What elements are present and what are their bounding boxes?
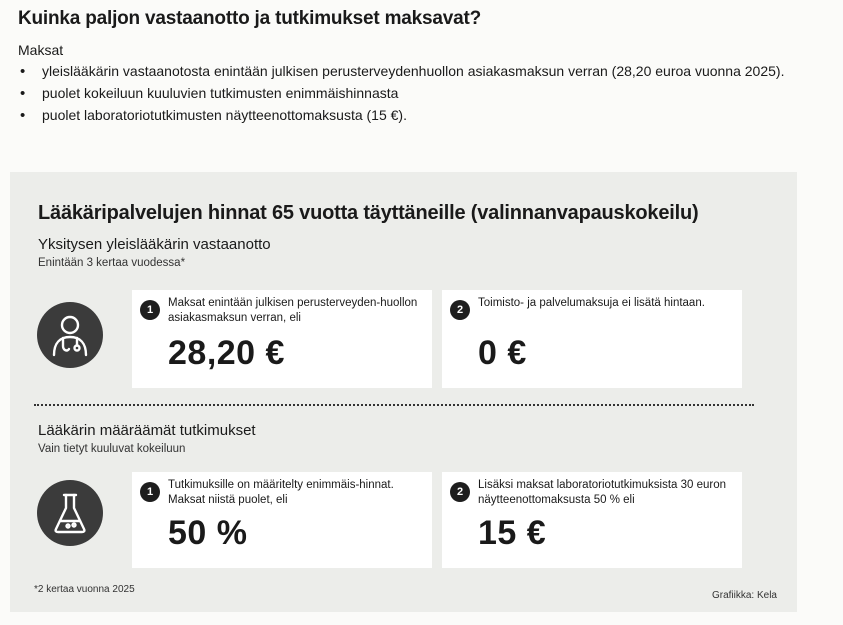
- card-value: 28,20 €: [168, 334, 285, 372]
- section-note-tests: Vain tietyt kuuluvat kokeiluun: [38, 443, 186, 455]
- bullet-item: • yleislääkärin vastaanotosta enintään julkisen perusterveydenhuollon asiakasmaksun verran (28,20 euroa vuonna 2025).: [18, 62, 818, 81]
- flask-icon: [37, 480, 103, 546]
- gp-card-1: [132, 290, 432, 388]
- card-description: Lisäksi maksat laboratoriotutkimuksista 30 euron näytteenottomaksusta 50 % eli: [478, 479, 727, 506]
- card-value: 0 €: [478, 334, 527, 372]
- card-description: Maksat enintään julkisen perusterveyden-huollon asiakasmaksun verran, eli: [168, 297, 418, 324]
- gp-card-2: [442, 290, 742, 388]
- infographic-title: Lääkäripalvelujen hinnat 65 vuotta täyttäneille (valinnanvapauskokeilu): [38, 202, 699, 224]
- tests-card-1: [132, 472, 432, 568]
- section-title-tests: Lääkärin määräämät tutkimukset: [38, 422, 256, 439]
- card-value: 15 €: [478, 514, 547, 552]
- tests-card-2: [442, 472, 742, 568]
- bullet-item: • puolet laboratoriotutkimusten näytteenottomaksusta (15 €).: [18, 106, 818, 125]
- section-note-gp: Enintään 3 kertaa vuodessa*: [38, 257, 186, 269]
- bullet-item: • puolet kokeiluun kuuluvien tutkimusten enimmäishinnasta: [18, 84, 818, 103]
- intro-subtitle: Maksat: [18, 42, 64, 58]
- page-title: Kuinka paljon vastaanotto ja tutkimukset maksavat?: [18, 8, 482, 29]
- step-number: 1: [140, 300, 160, 320]
- card-value: 50 %: [168, 514, 248, 552]
- section-divider: [34, 404, 754, 406]
- card-description: Toimisto- ja palvelumaksuja ei lisätä hintaan.: [478, 297, 705, 309]
- step-number: 2: [450, 300, 470, 320]
- doctor-icon: [37, 302, 103, 368]
- step-number: 1: [140, 482, 160, 502]
- card-description: Tutkimuksille on määritelty enimmäis-hinnat. Maksat niistä puolet, eli: [168, 479, 394, 506]
- bullet-list: [18, 62, 818, 125]
- intro-section: [18, 8, 818, 128]
- step-number: 2: [450, 482, 470, 502]
- price-infographic: [10, 172, 797, 612]
- graphic-credit: Grafiikka: Kela: [711, 590, 777, 601]
- section-title-gp: Yksitysen yleislääkärin vastaanotto: [38, 236, 271, 253]
- footnote: *2 kertaa vuonna 2025: [34, 584, 135, 595]
